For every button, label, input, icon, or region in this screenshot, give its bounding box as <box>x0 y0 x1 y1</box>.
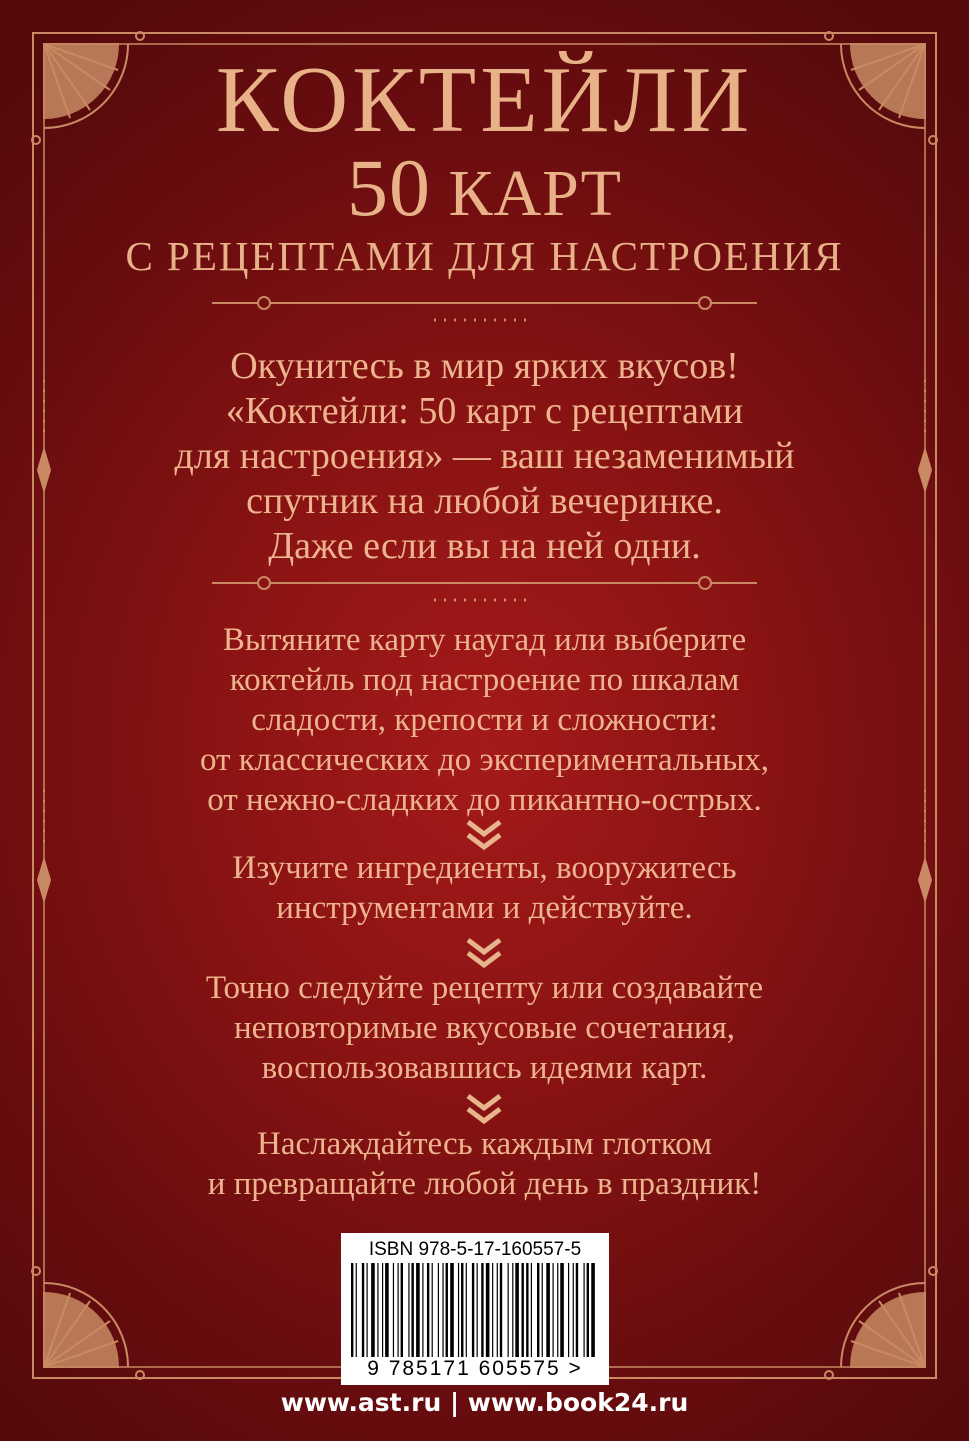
barcode-bar <box>531 1263 532 1357</box>
barcode-bar <box>377 1263 378 1357</box>
barcode-bar <box>573 1263 574 1357</box>
barcode-bar <box>477 1263 478 1357</box>
barcode-bar <box>481 1263 483 1357</box>
barcode-bar <box>492 1263 493 1357</box>
barcode-bar <box>537 1263 539 1357</box>
paragraph-line: неповторимые вкусовые сочетания, <box>233 1010 736 1046</box>
corner-fan-bottom-left <box>32 1267 144 1379</box>
barcode-bar <box>508 1263 509 1357</box>
barcode-bar <box>422 1263 423 1357</box>
title-number: 50 <box>346 142 431 233</box>
chevron-down-icon <box>464 818 504 852</box>
paragraph-recipe <box>60 968 909 1088</box>
barcode-bar <box>432 1263 433 1357</box>
paragraph-line: спутник на любой вечеринке. <box>246 480 723 522</box>
paragraph-line: и превращайте любой день в праздник! <box>207 1166 762 1202</box>
barcode-bar <box>398 1263 399 1357</box>
divider-ornament-1 <box>212 297 757 320</box>
barcode-bars <box>349 1263 601 1357</box>
barcode-bar <box>486 1263 490 1357</box>
isbn-number: ISBN 978-5-17-160557-5 <box>368 1239 582 1260</box>
barcode-bar <box>542 1263 543 1357</box>
barcode-bar <box>446 1263 448 1357</box>
barcode-bar <box>584 1263 585 1357</box>
title-cocktails: КОКТЕЙЛИ <box>215 48 754 152</box>
barcode-bar <box>526 1263 528 1357</box>
barcode-digits: 9 785171 605575 > <box>367 1357 583 1380</box>
paragraph-line: «Коктейли: 50 карт с рецептами <box>225 390 744 432</box>
barcode-bar <box>553 1263 554 1357</box>
title-cards-count <box>0 142 969 233</box>
paragraph-line: от нежно-сладких до пикантно-острых. <box>207 782 762 818</box>
divider-ornament-2 <box>212 577 757 600</box>
barcode-bar <box>522 1263 524 1357</box>
barcode-bar <box>438 1263 439 1357</box>
paragraph-line: Наслаждайтесь каждым глотком <box>257 1126 712 1162</box>
barcode-bar <box>356 1263 357 1357</box>
barcode-bar <box>587 1263 589 1357</box>
paragraph-line: Изучите ингредиенты, вооружитесь <box>232 850 737 886</box>
barcode-bar <box>371 1263 375 1357</box>
barcode-bar <box>557 1263 558 1357</box>
barcode-bar <box>500 1263 502 1357</box>
barcode-bar <box>393 1263 394 1357</box>
barcode-bar <box>568 1263 569 1357</box>
paragraph-line: Точно следуйте рецепту или создавайте <box>205 970 764 1006</box>
barcode-bar <box>497 1263 498 1357</box>
barcode-bar <box>515 1263 519 1357</box>
paragraph-line: инструментами и действуйте. <box>276 890 693 926</box>
corner-fan-bottom-right <box>825 1267 937 1379</box>
barcode-bar <box>427 1263 429 1357</box>
paragraph-line: от классических до экспериментальных, <box>199 742 770 778</box>
paragraph-line: Окунитесь в мир ярких вкусов! <box>230 345 739 387</box>
barcode-bar <box>512 1263 513 1357</box>
paragraph-line: сладости, крепости и сложности: <box>251 702 718 738</box>
paragraph-enjoy <box>60 1124 909 1204</box>
paragraph-line: Даже если вы на ней одни. <box>268 525 701 567</box>
barcode-bar <box>576 1263 578 1357</box>
paragraph-choose-card <box>60 620 909 820</box>
paragraph-line: для настроения» — ваш незаменимый <box>174 435 795 477</box>
barcode-bar <box>560 1263 564 1357</box>
paragraph-ingredients <box>60 848 909 928</box>
barcode-bar <box>401 1263 403 1357</box>
paragraph-intro <box>60 344 909 569</box>
barcode-bar <box>411 1263 413 1357</box>
barcode-bar <box>591 1263 595 1357</box>
barcode-bar <box>450 1263 454 1357</box>
title-cards-word: КАРТ <box>448 157 622 230</box>
barcode-bar <box>461 1263 463 1357</box>
barcode-bar <box>466 1263 467 1357</box>
barcode-bar <box>458 1263 459 1357</box>
barcode-bar <box>546 1263 550 1357</box>
barcode-bar <box>362 1263 364 1357</box>
barcode-bar <box>385 1263 389 1357</box>
chevron-down-icon <box>464 936 504 970</box>
title-subtitle: С РЕЦЕПТАМИ ДЛЯ НАСТРОЕНИЯ <box>125 233 844 279</box>
chevron-down-icon <box>464 1092 504 1126</box>
paragraph-line: Вытяните карту наугад или выберите <box>222 622 747 658</box>
barcode-bar <box>382 1263 383 1357</box>
barcode-bar <box>408 1263 409 1357</box>
barcode-bar <box>416 1263 420 1357</box>
barcode-bar <box>367 1263 368 1357</box>
isbn-barcode <box>341 1233 609 1385</box>
publisher-websites: www.ast.ru | www.book24.ru <box>280 1388 689 1417</box>
paragraph-line: коктейль под настроение по шкалам <box>229 662 740 698</box>
paragraph-line: воспользовавшись идеями карт. <box>261 1050 708 1086</box>
barcode-bar <box>442 1263 443 1357</box>
barcode-bar <box>351 1263 353 1357</box>
barcode-bar <box>472 1263 474 1357</box>
